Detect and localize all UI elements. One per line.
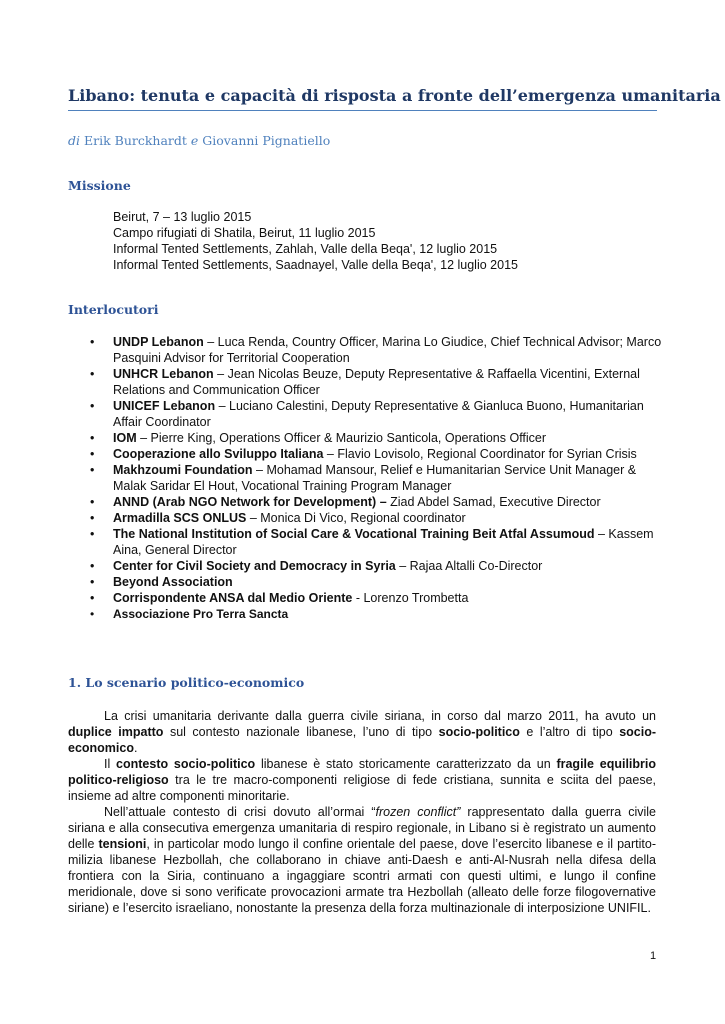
interlocutore-org: Beyond Association xyxy=(113,575,233,589)
interlocutore-org: Corrispondente ANSA dal Medio Oriente xyxy=(113,591,353,605)
list-item xyxy=(90,510,670,526)
interlocutore-text: Ziad Abdel Samad, Executive Director xyxy=(386,495,601,509)
paragraph-italic: frozen conflict” xyxy=(375,805,461,819)
paragraph-text: sul contesto nazionale libanese, l’uno di tipo xyxy=(163,725,439,739)
interlocutore-org: Makhzoumi Foundation xyxy=(113,463,253,477)
missione-line: Informal Tented Settlements, Saadnayel, Valle della Beqa', 12 luglio 2015 xyxy=(113,258,518,272)
interlocutore-text: – Luciano Calestini, Deputy Representative & Gianluca Buono, Humanitarian Affair Coordinator xyxy=(113,399,644,429)
paragraph-2 xyxy=(68,756,656,804)
interlocutore-text: – Mohamad Mansour, Relief e Humanitarian Service Unit Manager & Malak Saridar El Hout, Vocational Training Program Manager xyxy=(113,463,637,493)
bullet-icon: • xyxy=(90,591,95,605)
interlocutore-org: Center for Civil Society and Democracy in Syria xyxy=(113,559,396,573)
document-title: Libano: tenuta e capacità di risposta a fronte dell’emergenza umanitaria xyxy=(68,86,721,105)
paragraph-bold: contesto socio-politico xyxy=(116,757,256,771)
interlocutore-org: ANND (Arab NGO Network for Development) – xyxy=(113,495,387,509)
bullet-icon: • xyxy=(90,607,95,621)
interlocutore-org: UNICEF Lebanon xyxy=(113,399,216,413)
interlocutore-org: Armadilla SCS ONLUS xyxy=(113,511,247,525)
paragraph-bold: tensioni xyxy=(98,837,147,851)
paragraph-bold: duplice impatto xyxy=(68,725,164,739)
interlocutore-org: Cooperazione allo Sviluppo Italiana xyxy=(113,447,324,461)
bullet-icon: • xyxy=(90,447,95,461)
title-underline xyxy=(68,110,657,111)
page-number: 1 xyxy=(650,950,657,962)
list-item xyxy=(90,606,670,622)
interlocutore-org: UNDP Lebanon xyxy=(113,335,204,349)
authors-line xyxy=(68,133,330,148)
interlocutore-text: – Luca Renda, Country Officer, Marina Lo Giudice, Chief Technical Advisor; Marco Pasquini Advisor for Territorial Cooperation xyxy=(113,335,662,365)
interlocutore-text: – Pierre King, Operations Officer & Maurizio Santicola, Operations Officer xyxy=(136,431,547,445)
heading-interlocutori: Interlocutori xyxy=(68,302,159,317)
bullet-icon: • xyxy=(90,335,95,349)
interlocutori-list xyxy=(90,334,670,622)
interlocutore-text: - Lorenzo Trombetta xyxy=(352,591,469,605)
paragraph-text: Nell’attuale contesto di crisi dovuto all’ormai “ xyxy=(104,805,376,819)
bullet-icon: • xyxy=(90,431,95,445)
list-item xyxy=(90,590,670,606)
paragraph-text: . xyxy=(134,741,138,755)
interlocutore-text: – Jean Nicolas Beuze, Deputy Representative & Raffaella Vicentini, External Relations and Communication Officer xyxy=(113,367,640,397)
missione-line: Informal Tented Settlements, Zahlah, Valle della Beqa', 12 luglio 2015 xyxy=(113,242,498,256)
paragraph-text: e l’altro di tipo xyxy=(519,725,620,739)
bullet-icon: • xyxy=(90,527,95,541)
interlocutore-org: Associazione Pro Terra Sancta xyxy=(113,607,289,621)
list-item xyxy=(90,366,670,398)
interlocutore-org: The National Institution of Social Care & Vocational Training Beit Atfal Assumoud xyxy=(113,527,595,541)
bullet-icon: • xyxy=(90,399,95,413)
interlocutore-org: IOM xyxy=(113,431,137,445)
bullet-icon: • xyxy=(90,495,95,509)
interlocutore-org: UNHCR Lebanon xyxy=(113,367,214,381)
paragraph-bold: socio-politico xyxy=(438,725,520,739)
bullet-icon: • xyxy=(90,511,95,525)
interlocutore-text: – Monica Di Vico, Regional coordinator xyxy=(246,511,466,525)
author-2: Giovanni Pignatiello xyxy=(202,133,331,148)
paragraph-text: , in particolar modo lungo il confine orientale del paese, dove l’esercito libanese e il partito-milizia libanese Hezbollah, che collaborano in chiave anti-Daesh e anti-Al-Nusrah nella difesa della frontiera con la Siria, continuano a ingaggiare scontri armati con questi ultimi, e lungo il confine meridionale, dove si sono verificate provocazioni armate tra Hezbollah (alleato delle forze filogovernative siriane) e l’esercito israeliano, nonostante la presenza della forza multinazionale di interposizione UNIFIL. xyxy=(68,837,657,915)
bullet-icon: • xyxy=(90,463,95,477)
paragraph-text: rappresentato dalla guerra civile siriana e alla consecutiva emergenza umanitaria di respiro regionale, in Libano si è registrato un aumento delle xyxy=(68,805,656,851)
bullet-icon: • xyxy=(90,367,95,381)
list-item xyxy=(90,558,670,574)
missione-line: Campo rifugiati di Shatila, Beirut, 11 luglio 2015 xyxy=(113,226,376,240)
list-item xyxy=(90,430,670,446)
missione-list xyxy=(113,209,518,273)
paragraph-1 xyxy=(68,708,656,756)
paragraph-bold: socio-economico xyxy=(68,725,656,755)
list-item xyxy=(90,446,670,462)
interlocutore-text: – Flavio Lovisolo, Regional Coordinator for Syrian Crisis xyxy=(323,447,637,461)
authors-di: di xyxy=(68,133,80,148)
heading-section-1: 1. Lo scenario politico-economico xyxy=(68,675,305,690)
bullet-icon: • xyxy=(90,575,95,589)
section-1-body xyxy=(68,708,656,916)
authors-e: e xyxy=(190,133,199,148)
paragraph-bold: fragile equilibrio politico-religioso xyxy=(68,757,656,787)
paragraph-text: La crisi umanitaria derivante dalla guerra civile siriana, in corso dal marzo 2011, ha avuto un xyxy=(104,709,656,723)
bullet-icon: • xyxy=(90,559,95,573)
paragraph-3 xyxy=(68,804,656,916)
author-1: Erik Burckhardt xyxy=(83,133,187,148)
paragraph-text: tra le tre macro-componenti religiose di fede cristiana, sunnita e sciita del paese, insieme ad altre componenti minoritarie. xyxy=(68,773,656,803)
list-item xyxy=(90,494,670,510)
list-item xyxy=(90,574,670,590)
interlocutore-text: – Kassem Aina, General Director xyxy=(113,527,654,557)
paragraph-text: Il xyxy=(104,757,117,771)
list-item xyxy=(90,462,670,494)
list-item xyxy=(90,526,670,558)
interlocutore-text: – Rajaa Altalli Co-Director xyxy=(395,559,543,573)
heading-missione: Missione xyxy=(68,178,131,193)
missione-line: Beirut, 7 – 13 luglio 2015 xyxy=(113,210,252,224)
list-item xyxy=(90,334,670,366)
list-item xyxy=(90,398,670,430)
paragraph-text: libanese è stato storicamente caratterizzato da un xyxy=(255,757,557,771)
